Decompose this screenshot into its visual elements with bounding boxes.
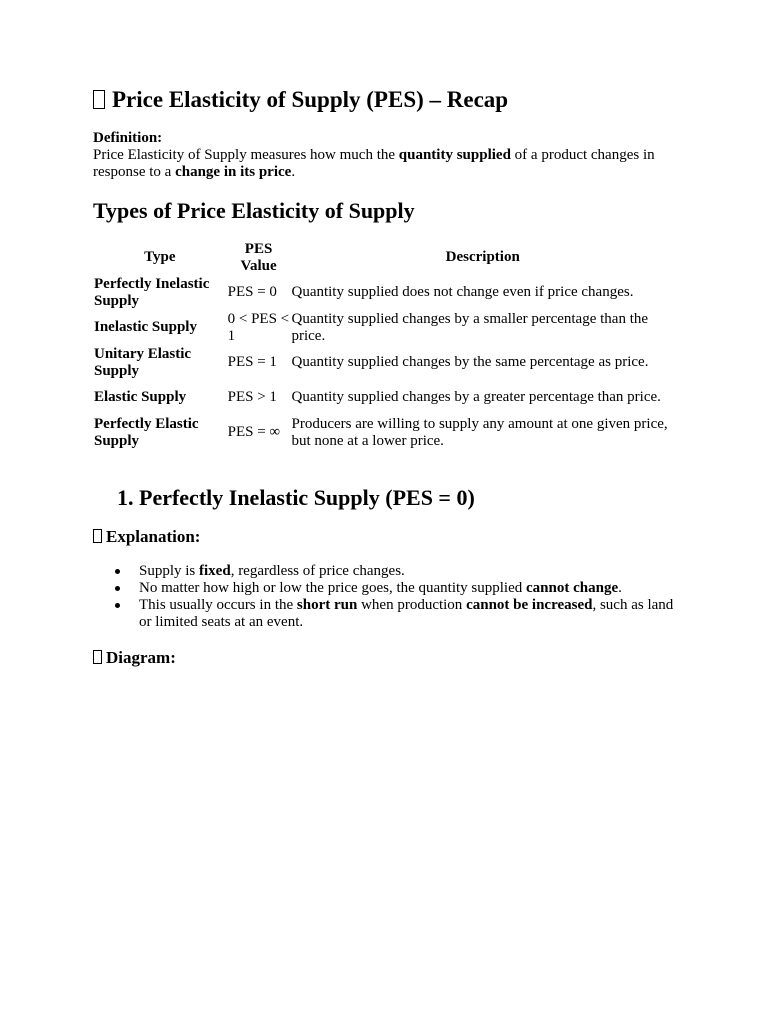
cell-type: Elastic Supply [94, 389, 187, 405]
definition-label: Definition: [93, 130, 163, 146]
definition-bold-term: quantity supplied [398, 147, 511, 163]
bullet-text: Supply is [139, 563, 200, 579]
pes-types-table [93, 240, 675, 450]
cell-type: Inelastic Supply [94, 319, 197, 335]
diagram-heading [93, 648, 176, 668]
definition-bold-term: change in its price [175, 164, 292, 180]
page-title-text: Price Elasticity of Supply (PES) – Recap [112, 87, 509, 112]
definition-text-part: Price Elasticity of Supply measures how much the [93, 147, 399, 163]
cell-description: Producers are willing to supply any amount at one given price, but none at a lower price. [291, 415, 668, 449]
header-description: Description [445, 249, 520, 265]
table-header-row [93, 240, 675, 275]
explanation-list [93, 563, 683, 631]
definition-text [93, 147, 683, 181]
diagram-label: Diagram: [106, 648, 176, 667]
bullet-text: when production [357, 597, 467, 613]
definition-text-part: of a product changes in response to a [93, 147, 655, 180]
bullet-icon [115, 569, 120, 574]
bullet-text: No matter how high or low the price goes, the quantity supplied [139, 580, 527, 596]
cell-description: Quantity supplied changes by a smaller percentage than the price. [291, 310, 649, 344]
cell-type: Unitary Elastic Supply [94, 345, 192, 379]
bullet-text: , such as land or limited seats at an event. [139, 597, 674, 630]
bullet-bold-term: cannot be increased [466, 597, 593, 613]
bullet-icon [115, 586, 120, 591]
bullet-bold-term: fixed [199, 563, 231, 579]
cell-pes-value: PES = 0 [227, 284, 277, 300]
bullet-icon [115, 603, 120, 608]
explanation-heading [93, 527, 200, 547]
cell-type: Perfectly Elastic Supply [94, 415, 199, 449]
list-item [139, 580, 683, 597]
table-row [93, 380, 675, 415]
table-row [93, 345, 675, 380]
cell-pes-value: PES = 1 [227, 354, 277, 370]
table-row [93, 415, 675, 450]
list-item [139, 563, 683, 580]
bullet-text: This usually occurs in the [139, 597, 297, 613]
missing-glyph-icon [93, 529, 102, 543]
table-row [93, 275, 675, 310]
section-1-heading: 1. Perfectly Inelastic Supply (PES = 0) [117, 485, 475, 510]
header-pes-value: PES Value [240, 240, 277, 274]
page-title [93, 86, 508, 114]
cell-description: Quantity supplied does not change even if price changes. [291, 284, 634, 300]
bullet-bold-term: cannot change [526, 580, 619, 596]
cell-pes-value: PES = ∞ [227, 424, 281, 440]
bullet-text: , regardless of price changes. [230, 563, 405, 579]
bullet-text: . [618, 580, 622, 596]
explanation-label: Explanation: [106, 527, 201, 546]
types-heading: Types of Price Elasticity of Supply [93, 198, 415, 223]
cell-pes-value: PES > 1 [227, 389, 277, 405]
bullet-bold-term: short run [296, 597, 358, 613]
header-type: Type [144, 249, 176, 265]
cell-description: Quantity supplied changes by a greater percentage than price. [291, 389, 661, 405]
cell-pes-value: 0 < PES < 1 [227, 310, 290, 344]
list-item [139, 597, 683, 631]
definition-text-part: . [291, 164, 296, 180]
missing-glyph-icon [93, 90, 105, 109]
table-row [93, 310, 675, 345]
missing-glyph-icon [93, 650, 102, 664]
cell-type: Perfectly Inelastic Supply [94, 275, 210, 309]
cell-description: Quantity supplied changes by the same percentage as price. [291, 354, 649, 370]
